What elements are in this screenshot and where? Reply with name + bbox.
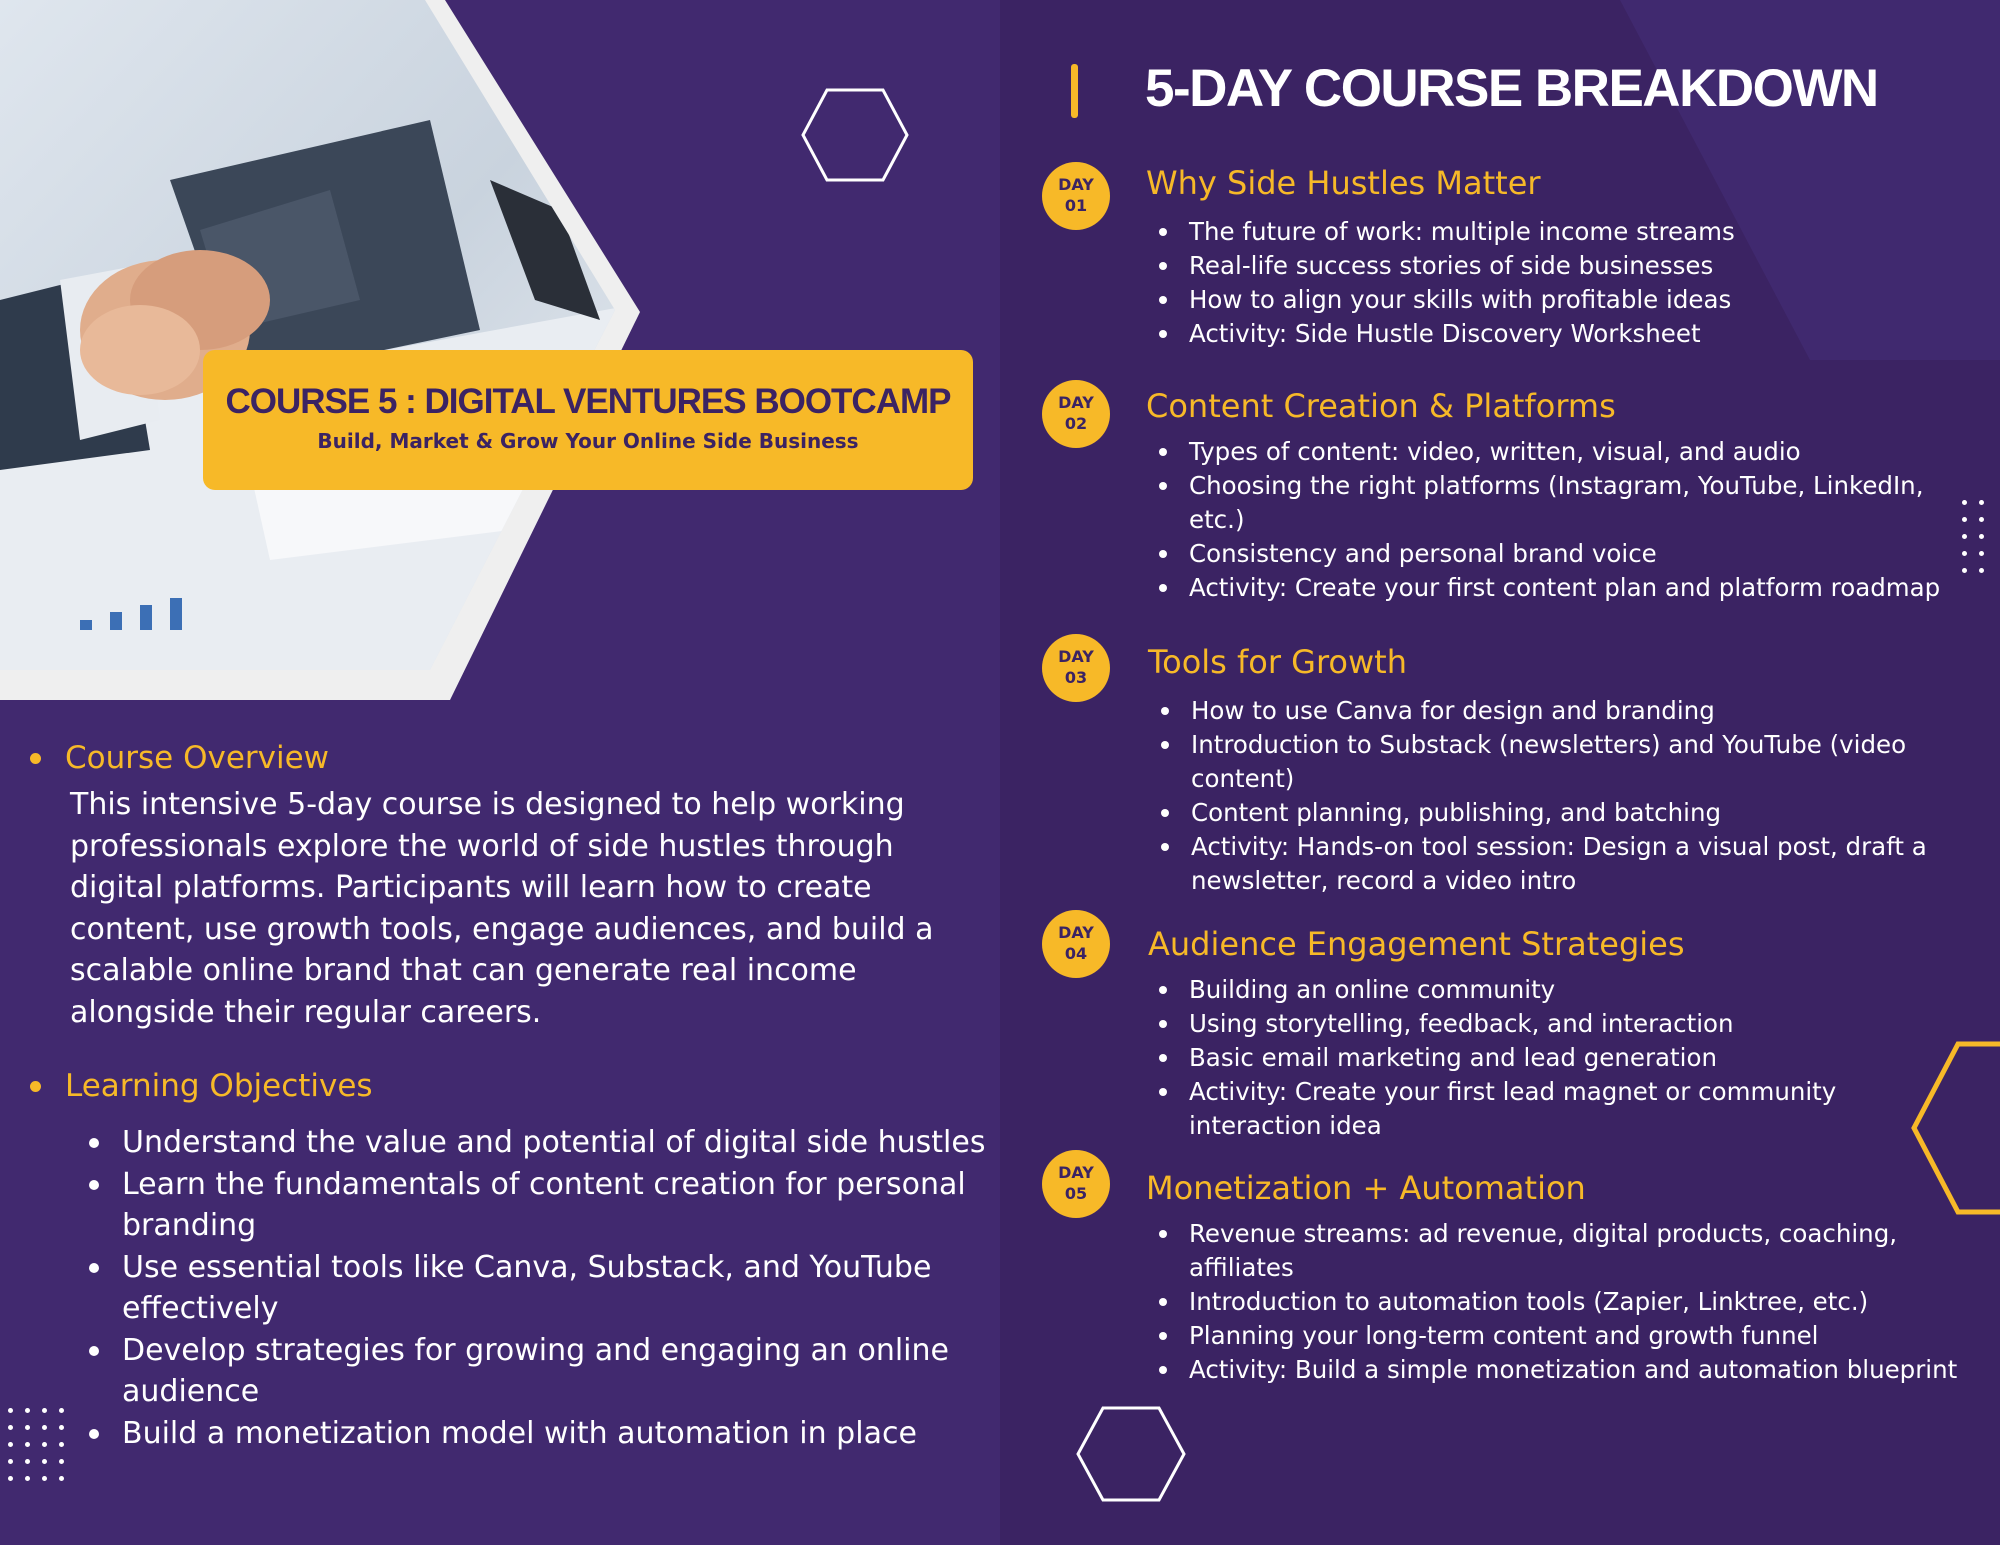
dot — [25, 1476, 30, 1481]
list-item: Planning your long-term content and growth funnel — [1146, 1319, 1976, 1353]
list-item: Introduction to automation tools (Zapier, Linktree, etc.) — [1146, 1285, 1976, 1319]
heading-accent-bar — [1071, 64, 1078, 118]
list-item: Understand the value and potential of digital side hustles — [30, 1122, 1000, 1164]
dot — [25, 1459, 30, 1464]
list-item: Basic email marketing and lead generation — [1146, 1041, 1976, 1075]
day-topics-list — [1146, 215, 1976, 351]
list-item: Learn the fundamentals of content creation for personal branding — [30, 1164, 1000, 1247]
list-item: Choosing the right platforms (Instagram, YouTube, LinkedIn, etc.) — [1146, 469, 1976, 537]
course-overview-section — [30, 740, 960, 1033]
dot — [1962, 500, 1967, 505]
dot — [42, 1408, 47, 1413]
list-item: Introduction to Substack (newsletters) and YouTube (video content) — [1148, 728, 1978, 796]
day-badge: DAY 02 — [1042, 380, 1110, 448]
dot — [1979, 551, 1984, 556]
dot — [8, 1408, 13, 1413]
list-item: Real-life success stories of side businesses — [1146, 249, 1976, 283]
right-panel — [1000, 0, 2000, 1545]
objectives-list — [30, 1122, 986, 1454]
list-item: Activity: Side Hustle Discovery Worksheet — [1146, 317, 1976, 351]
day-topics-list — [1146, 1217, 1976, 1387]
hexagon-outline-icon — [1075, 1405, 1187, 1503]
dot — [59, 1459, 64, 1464]
dot — [25, 1408, 30, 1413]
day-title: Why Side Hustles Matter — [1146, 164, 1541, 202]
dot — [1962, 568, 1967, 573]
list-item: Content planning, publishing, and batching — [1148, 796, 1978, 830]
list-item: How to use Canva for design and branding — [1148, 694, 1978, 728]
list-item: Activity: Build a simple monetization and automation blueprint — [1146, 1353, 1976, 1387]
list-item: Build a monetization model with automation in place — [30, 1413, 1000, 1455]
bullet-dot — [30, 753, 41, 764]
list-item: Types of content: video, written, visual, and audio — [1146, 435, 1976, 469]
course-overview-heading: Course Overview — [65, 740, 330, 776]
list-item: Activity: Hands-on tool session: Design a visual post, draft a newsletter, record a video intro — [1148, 830, 1978, 898]
dot — [1979, 500, 1984, 505]
dot — [59, 1476, 64, 1481]
dot — [42, 1425, 47, 1430]
dot — [59, 1442, 64, 1447]
day-title: Content Creation & Platforms — [1146, 387, 1616, 425]
dot — [1962, 551, 1967, 556]
dot — [8, 1459, 13, 1464]
day-badge: DAY 01 — [1042, 162, 1110, 230]
dot — [1962, 517, 1967, 522]
bullet-dot — [30, 1081, 41, 1092]
dot — [1979, 517, 1984, 522]
day-topics-list — [1148, 694, 1978, 898]
list-item: Revenue streams: ad revenue, digital products, coaching, affiliates — [1146, 1217, 1976, 1285]
list-item: Develop strategies for growing and engaging an online audience — [30, 1330, 1000, 1413]
hexagon-outline-icon — [800, 87, 910, 183]
dot — [1962, 534, 1967, 539]
list-item: Activity: Create your first lead magnet or community interaction idea — [1146, 1075, 1976, 1143]
dot — [25, 1442, 30, 1447]
course-title-card — [203, 350, 973, 490]
dot — [25, 1425, 30, 1430]
learning-objectives-section — [30, 1068, 986, 1454]
list-item: Activity: Create your first content plan and platform roadmap — [1146, 571, 1976, 605]
list-item: Building an online community — [1146, 973, 1976, 1007]
dot — [1979, 534, 1984, 539]
breakdown-heading: 5-DAY COURSE BREAKDOWN — [1145, 59, 1878, 118]
day-topics-list — [1146, 435, 1976, 605]
list-item: The future of work: multiple income streams — [1146, 215, 1976, 249]
dot — [42, 1442, 47, 1447]
hexagon-accent-icon — [1910, 1040, 2000, 1216]
day-title: Audience Engagement Strategies — [1148, 925, 1685, 963]
list-item: Use essential tools like Canva, Substack, and YouTube effectively — [30, 1247, 1000, 1330]
dot — [8, 1442, 13, 1447]
course-title: COURSE 5 : DIGITAL VENTURES BOOTCAMP — [225, 382, 951, 421]
list-item: How to align your skills with profitable ideas — [1146, 283, 1976, 317]
dot — [8, 1476, 13, 1481]
day-title: Tools for Growth — [1148, 643, 1407, 681]
course-subtitle: Build, Market & Grow Your Online Side Business — [317, 429, 859, 453]
course-overview-text: This intensive 5-day course is designed to help working professionals explore the world of side hustles through digital platforms. Participants will learn how to create content, use growth tools, engage audiences, and build a scalable online brand that can generate real income alongside their regular careers. — [70, 787, 934, 1030]
learning-objectives-heading: Learning Objectives — [65, 1068, 373, 1104]
day-badge: DAY 04 — [1042, 910, 1110, 978]
list-item: Consistency and personal brand voice — [1146, 537, 1976, 571]
dot — [42, 1459, 47, 1464]
day-badge: DAY 05 — [1042, 1150, 1110, 1218]
list-item: Using storytelling, feedback, and interaction — [1146, 1007, 1976, 1041]
day-title: Monetization + Automation — [1146, 1169, 1586, 1207]
day-badge: DAY 03 — [1042, 634, 1110, 702]
day-topics-list — [1146, 973, 1976, 1143]
dot — [59, 1425, 64, 1430]
dot — [1979, 568, 1984, 573]
dot — [42, 1476, 47, 1481]
dot — [8, 1425, 13, 1430]
dot — [59, 1408, 64, 1413]
